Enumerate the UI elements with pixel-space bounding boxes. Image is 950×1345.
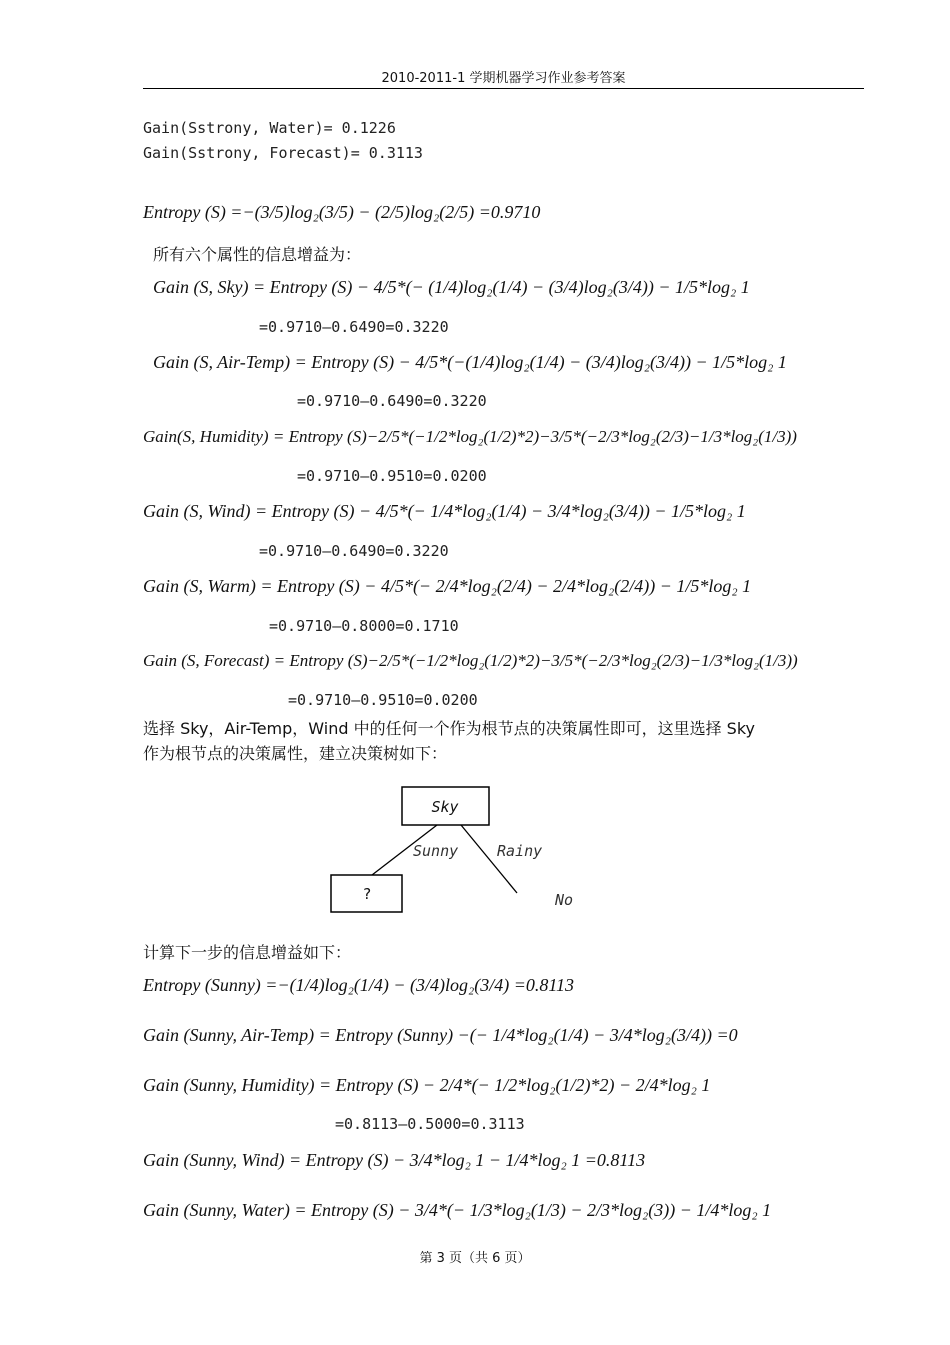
text-line: 所有六个属性的信息增益为：	[153, 245, 362, 264]
header-title: 2010-2011-1 学期机器学习作业参考答案	[381, 71, 626, 86]
formula-line: Gain (Sunny, Humidity) = Entropy (S) − 2/4*(− 1/2*log₂(1/2)*2) − 2/4*log₂ 1	[143, 1075, 711, 1095]
decision-tree	[320, 780, 580, 920]
page-footer: 第 3 页（共 6 页）	[419, 1251, 531, 1266]
result-line: =0.9710—0.6490=0.3220	[259, 542, 449, 560]
formula-line: Gain (S, Wind) = Entropy (S) − 4/5*(− 1/4*log₂(1/4) − 3/4*log₂(3/4)) − 1/5*log₂ 1	[143, 501, 746, 521]
text-line: Gain(Sstrony, Water)= 0.1226	[143, 119, 396, 137]
formula-line: Gain (Sunny, Water) = Entropy (S) − 3/4*(− 1/3*log₂(1/3) − 2/3*log₂(3)) − 1/4*log₂ 1	[143, 1200, 772, 1220]
tree-left-child-label: ?	[362, 885, 372, 903]
text-line: 选择 Sky，Air-Temp，Wind 中的任何一个作为根节点的决策属性即可，这里选择 Sky	[143, 719, 756, 738]
result-line: =0.9710—0.8000=0.1710	[269, 617, 459, 635]
formula-line: Gain (S, Sky) = Entropy (S) − 4/5*(− (1/4)log₂(1/4) − (3/4)log₂(3/4)) − 1/5*log₂ 1	[153, 277, 750, 297]
result-line: =0.9710—0.6490=0.3220	[259, 318, 449, 336]
result-line: =0.8113—0.5000=0.3113	[335, 1115, 525, 1133]
tree-root-label: Sky	[431, 798, 459, 816]
result-line: =0.9710—0.6490=0.3220	[297, 392, 487, 410]
text-line: Gain(Sstrony, Forecast)= 0.3113	[143, 144, 423, 162]
formula-line: Gain (S, Air-Temp) = Entropy (S) − 4/5*(−(1/4)log₂(1/4) − (3/4)log₂(3/4)) − 1/5*log₂ 1	[153, 352, 787, 372]
formula-line: Entropy (Sunny) =−(1/4)log₂(1/4) − (3/4)log₂(3/4) =0.8113	[143, 975, 575, 995]
text-line: 作为根节点的决策属性，建立决策树如下：	[143, 744, 448, 763]
page-header	[143, 66, 864, 89]
tree-branch-left-label: Sunny	[413, 842, 459, 860]
tree-right-child-label: No	[555, 891, 574, 909]
formula-line: Gain (S, Warm) = Entropy (S) − 4/5*(− 2/4*log₂(2/4) − 2/4*log₂(2/4)) − 1/5*log₂ 1	[143, 576, 752, 596]
result-line: =0.9710—0.9510=0.0200	[297, 467, 487, 485]
tree-branch-right-label: Rainy	[497, 842, 543, 860]
result-line: =0.9710—0.9510=0.0200	[288, 691, 478, 709]
formula-line: Gain (Sunny, Air-Temp) = Entropy (Sunny) −(− 1/4*log₂(1/4) − 3/4*log₂(3/4)) =0	[143, 1025, 738, 1045]
formula-line: Gain (S, Forecast) = Entropy (S)−2/5*(−1/2*log₂(1/2)*2)−3/5*(−2/3*log₂(2/3)−1/3*log₂(1/3))	[143, 651, 798, 670]
formula-line: Entropy (S) =−(3/5)log₂(3/5) − (2/5)log₂(2/5) =0.9710	[143, 202, 541, 222]
formula-line: Gain (Sunny, Wind) = Entropy (S) − 3/4*log₂ 1 − 1/4*log₂ 1 =0.8113	[143, 1150, 646, 1170]
text-line: 计算下一步的信息增益如下：	[143, 943, 352, 962]
formula-line: Gain(S, Humidity) = Entropy (S)−2/5*(−1/2*log₂(1/2)*2)−3/5*(−2/3*log₂(2/3)−1/3*log₂(1/3))	[143, 427, 797, 446]
